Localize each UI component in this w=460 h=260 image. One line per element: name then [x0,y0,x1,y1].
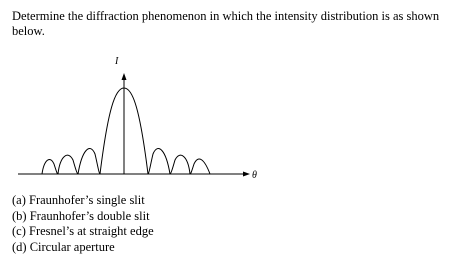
option-a[interactable]: (a) Fraunhofer’s single slit [12,193,145,207]
x-axis-label: θ [252,170,257,181]
y-axis-arrowhead [122,73,127,80]
intensity-curve [42,88,210,174]
question-text: Determine the diffraction phenomenon in which the intensity distribution is as shown below. [12,9,440,38]
option-b[interactable]: (b) Fraunhofer’s double slit [12,208,150,223]
answer-options [12,193,154,255]
y-axis-label: I [115,56,119,67]
x-axis-arrowhead [243,172,250,177]
option-d[interactable]: (d) Circular aperture [12,239,115,254]
option-c[interactable]: (c) Fresnel’s at straight edge [12,224,154,238]
